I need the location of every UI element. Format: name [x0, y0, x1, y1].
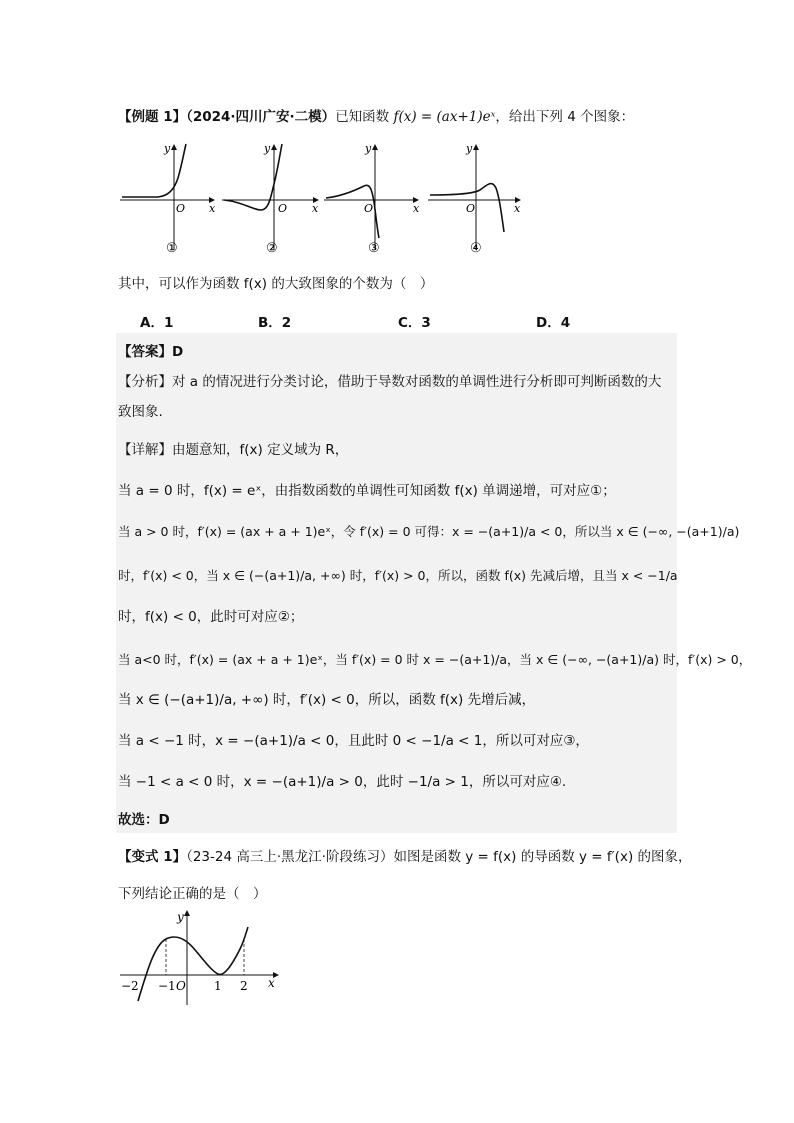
example1-stem-tail: ，给出下列 4 个图象：: [495, 109, 635, 125]
detail-line-4: 时，f′(x) < 0，当 x ∈ (−(a+1)/a, +∞) 时，f′(x) > 0，所以，函数 f(x) 先减后增，且当 x < −1/a: [118, 568, 678, 583]
detail-line-7: 当 x ∈ (−(a+1)/a, +∞) 时，f′(x) < 0，所以，函数 f(x) 先增后减，: [118, 692, 536, 708]
option-a: A．1: [140, 315, 174, 331]
variant1-stem-line2: 下列结论正确的是（ ）: [118, 886, 267, 902]
example1-stem-text: 已知函数: [335, 109, 390, 125]
example1-stem: [118, 107, 634, 127]
option-b: B．2: [258, 315, 292, 331]
graph-1-x-label: x: [209, 202, 216, 215]
detail-line-8: 当 a < −1 时，x = −(a+1)/a < 0，且此时 0 < −1/a < 1，所以可对应③，: [118, 733, 589, 749]
detail-line-9: 当 −1 < a < 0 时，x = −(a+1)/a > 0，此时 −1/a > 1，所以可对应④.: [118, 774, 567, 790]
answer-line: 【答案】D: [118, 344, 184, 360]
detail-line-1: 【详解】由题意知，f(x) 定义域为 R，: [118, 442, 349, 458]
variant-x-label: x: [268, 976, 275, 990]
graph-2-origin: O: [278, 202, 288, 215]
graph-1-y-label: y: [164, 142, 171, 155]
graph-1-label: ①: [166, 241, 178, 256]
graph-2: [222, 142, 319, 256]
tick-neg2: −2: [121, 979, 139, 993]
tick-2: 2: [240, 979, 248, 993]
graph-3-x-label: x: [413, 202, 420, 215]
graph-4: [428, 142, 521, 256]
graph-3-y-label: y: [365, 142, 372, 155]
analysis-line-1: 【分析】对 a 的情况进行分类讨论，借助于导数对函数的单调性进行分析即可判断函数的大: [118, 374, 662, 390]
graph-2-y-label: y: [264, 142, 271, 155]
graph-1-origin: O: [176, 202, 186, 215]
graph-2-label: ②: [266, 241, 278, 256]
variant1-source: （23-24 高三上·黑龙江·阶段练习）: [186, 849, 394, 865]
variant1-stem-line1: 如图是函数 y = f(x) 的导函数 y = f′(x) 的图象，: [393, 849, 692, 865]
conclusion-line: 故选：D: [118, 812, 170, 828]
graph-3-label: ③: [368, 241, 380, 256]
graph-4-x-label: x: [514, 202, 521, 215]
variant-y-label: y: [177, 910, 184, 924]
tick-neg1: −1: [158, 979, 176, 993]
graph-3-origin: O: [364, 202, 374, 215]
graph-3: [324, 142, 420, 256]
option-d: D．4: [536, 315, 571, 331]
tick-origin: O: [176, 979, 186, 993]
example1-function: f(x) = (ax+1)eˣ: [393, 109, 496, 125]
variant1-stem: [118, 847, 692, 867]
detail-line-6: 当 a<0 时，f′(x) = (ax + a + 1)eˣ，当 f′(x) = 0 时 x = −(a+1)/a，当 x ∈ (−∞, −(a+1)/a) 时，f′(x) > 0，: [118, 652, 752, 667]
graph-2-x-label: x: [312, 202, 319, 215]
tick-1: 1: [214, 979, 222, 993]
variant1-tag: 【变式 1】: [118, 849, 187, 865]
option-c: C．3: [398, 315, 431, 331]
example1-tag: 【例题 1】: [118, 109, 187, 125]
variant1-graph: [118, 905, 288, 1010]
graph-4-origin: O: [466, 202, 476, 215]
graph-1: [120, 142, 216, 256]
graph-4-y-label: y: [466, 142, 473, 155]
example1-source: （2024·四川广安·二模）: [186, 109, 336, 125]
example1-question: 其中，可以作为函数 f(x) 的大致图象的个数为（ ）: [118, 276, 434, 292]
analysis-line-2: 致图象.: [118, 404, 163, 420]
detail-line-5: 时，f(x) < 0，此时可对应②；: [118, 609, 304, 625]
example1-graphs: [118, 140, 528, 260]
graph-4-label: ④: [470, 241, 482, 256]
detail-line-2: 当 a = 0 时，f(x) = eˣ，由指数函数的单调性可知函数 f(x) 单调递增，可对应①；: [118, 483, 616, 499]
detail-line-3: 当 a > 0 时，f′(x) = (ax + a + 1)eˣ，令 f′(x) = 0 可得：x = −(a+1)/a < 0，所以当 x ∈ (−∞, −(a+1)/a): [118, 524, 740, 539]
